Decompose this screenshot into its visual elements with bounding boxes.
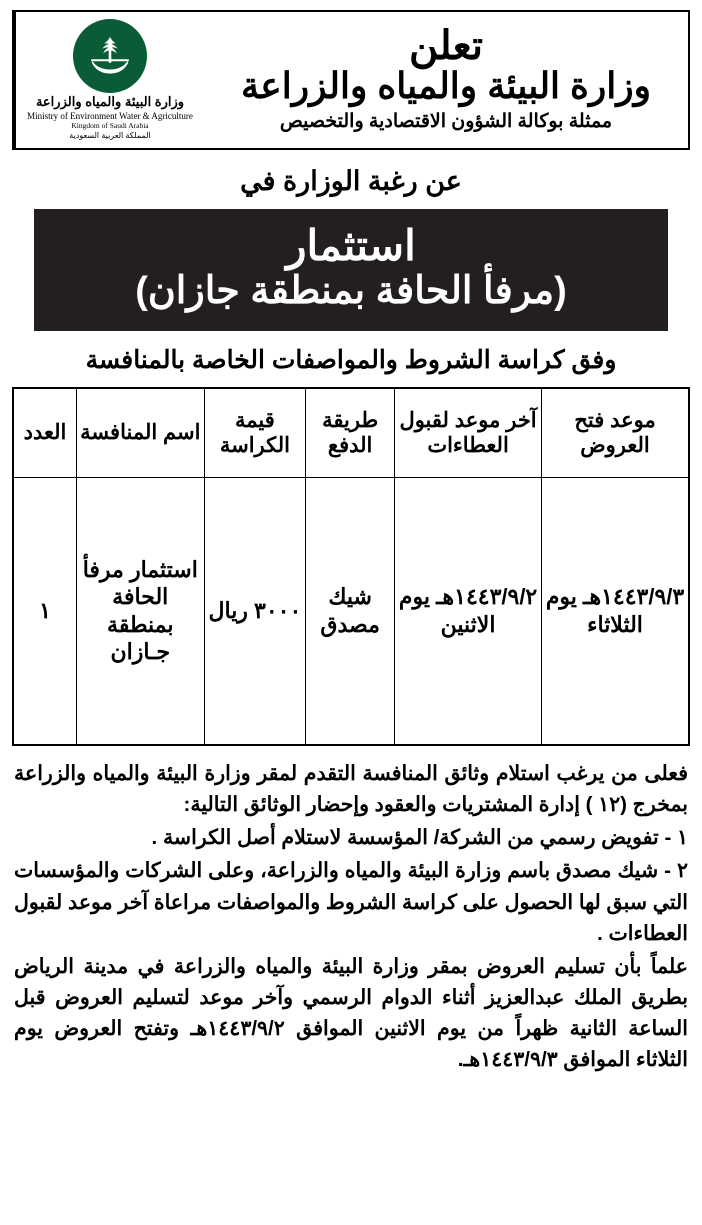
cell-last-date: ١٤٤٣/٩/٢هـ يوم الاثنين [395,477,542,745]
cell-price: ٣٠٠٠ ريال [204,477,306,745]
cell-open-date: ١٤٤٣/٩/٣هـ يوم الثلاثاء [542,477,689,745]
palm-and-swords-icon [73,19,147,93]
header-text-block [204,12,688,148]
cell-name: استثمار مرفأ الحافة بمنطقة جـازان [76,477,204,745]
represented-by-line: ممثلة بوكالة الشؤون الاقتصادية والتخصيص [279,111,613,133]
document-header [12,10,690,150]
cell-count: ١ [13,477,76,745]
header-last-date: آخر موعد لقبول العطاءات [395,388,542,478]
instructions-block [12,746,690,1076]
banner-title: استثمار [286,222,416,269]
header-name: اسم المنافسة [76,388,204,478]
instruction-item-1: ١ - تفويض رسمي من الشركة/ المؤسسة لاستلام أصل الكراسة . [151,826,688,850]
announce-word: تعلن [408,23,484,68]
header-price: قيمة الكراسة [204,388,306,478]
logo-arabic-country: المملكة العربية السعودية [69,130,151,140]
header-open-date: موعد فتح العروض [542,388,689,478]
table-header-row [13,388,689,478]
investment-banner [34,209,668,331]
instruction-paragraph-1: فعلى من يرغب استلام وثائق المنافسة التقدم لمقر وزارة البيئة والمياه والزراعة بمخرج (١٢ ) إدارة المشتريات والعقود وإحضار الوثائق التالية: [14,761,688,817]
table-row [13,477,689,745]
instruction-item-2: ٢ - شيك مصدق باسم وزارة البيئة والمياه والزراعة، وعلى الشركات والمؤسسات التي سبق لها الحصول على كراسة الشروط والمواصفات مراعاة آخر موعد لقبول العطاءات . [14,859,688,945]
instruction-paragraph-2: علماً بأن تسليم العروض بمقر وزارة البيئة والمياه والزراعة في مدينة الرياض بطريق الملك عبدالعزيز أثناء الدوام الرسمي وآخر موعد لتسليم العروض قبل الساعة الثانية ظهراً من يوم الاثنين الموافق ١٤٤٣/٩/٢هـ وتفتح العروض يوم الثلاثاء الموافق ١٤٤٣/٩/٣هـ. [14,954,688,1072]
per-specifications-line: وفق كراسة الشروط والمواصفات الخاصة بالمنافسة [85,345,617,374]
ministry-name: وزارة البيئة والمياه والزراعة [240,64,652,106]
logo-arabic-name: وزارة البيئة والمياه والزراعة [35,94,185,110]
ministry-logo [14,12,204,148]
tender-table [12,387,690,746]
logo-english-country: Kingdom of Saudi Arabia [71,121,149,131]
cell-payment: شيك مصدق [306,477,395,745]
banner-subject: (مرفأ الحافة بمنطقة جازان) [135,270,567,313]
header-payment: طريقة الدفع [306,388,395,478]
logo-english-name: Ministry of Environment Water & Agriculture [27,110,193,121]
header-count: العدد [13,388,76,478]
desire-line: عن رغبة الوزارة في [240,166,462,196]
